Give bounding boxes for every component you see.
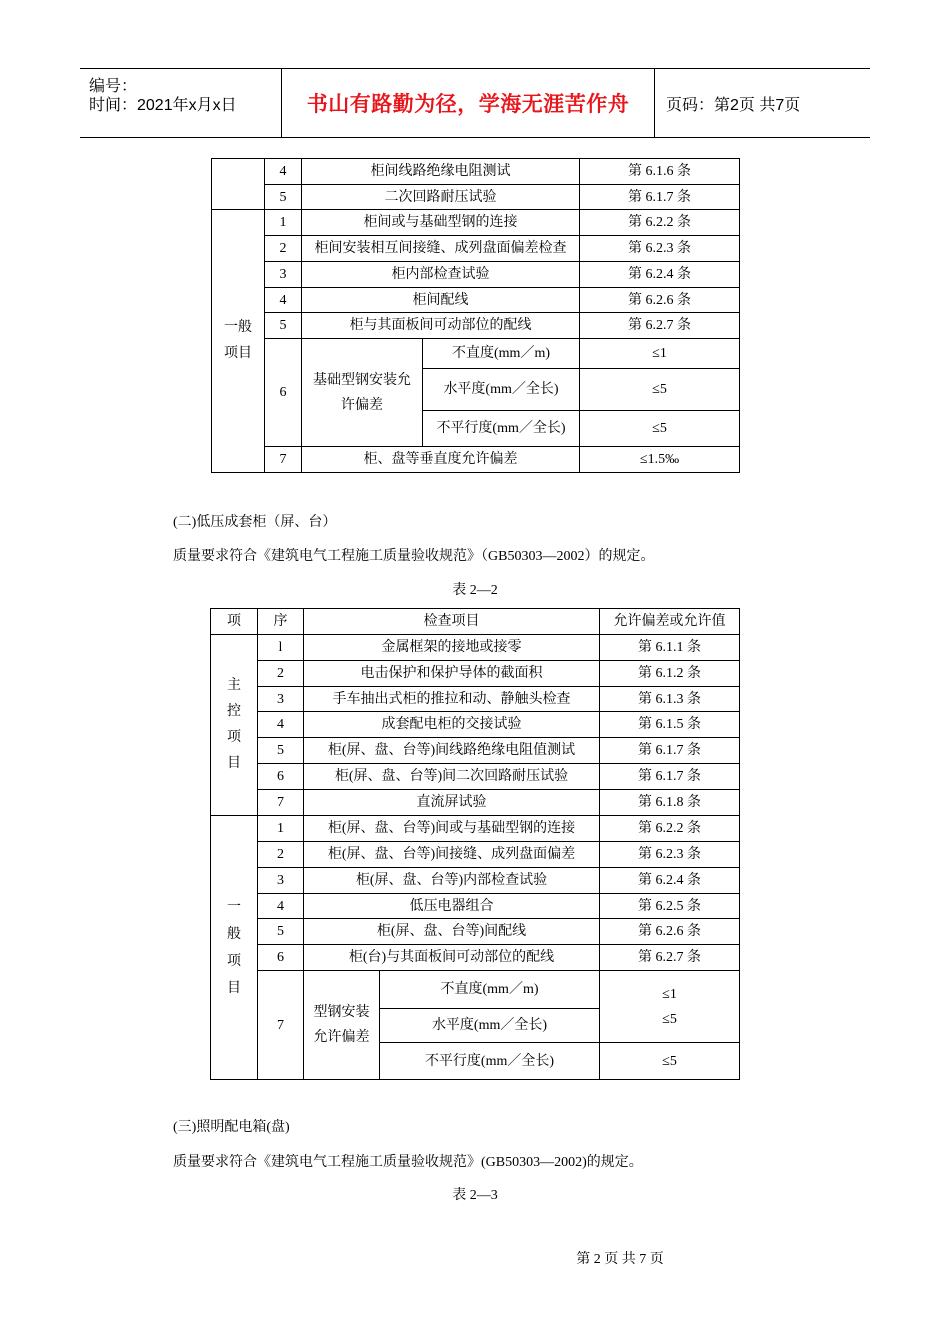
allowed-value: 第 6.1.6 条 <box>580 159 740 185</box>
allowed-value: 第 6.2.3 条 <box>580 236 740 262</box>
table-row <box>212 210 740 236</box>
table-row <box>211 738 740 764</box>
check-item: 成套配电柜的交接试验 <box>304 712 600 738</box>
allowed-value: 第 6.2.4 条 <box>600 868 740 894</box>
allowed-value: 第 6.2.3 条 <box>600 842 740 868</box>
sub-item: 不平行度(mm／全长) <box>423 411 580 447</box>
table-row <box>212 185 740 210</box>
header-meta <box>80 69 282 137</box>
table-row <box>211 816 740 842</box>
row-number: 2 <box>265 236 302 262</box>
table-row <box>211 635 740 661</box>
allowed-value: 第 6.2.6 条 <box>600 919 740 945</box>
allowed-value: 第 6.2.7 条 <box>580 313 740 339</box>
group-label: 主控项目 <box>227 678 241 771</box>
table-header-row <box>211 609 740 635</box>
table-row <box>211 868 740 894</box>
group-cell-general <box>211 816 258 1080</box>
table-row <box>212 262 740 288</box>
allowed-value-line: ≤1 <box>662 986 677 1002</box>
row-number: 7 <box>258 971 304 1080</box>
table-2-2 <box>210 608 740 1080</box>
check-item: 柜(屏、盘、台等)间接缝、成列盘面偏差 <box>304 842 600 868</box>
allowed-value: ≤5 <box>580 411 740 447</box>
table-row <box>212 339 740 369</box>
table-row <box>212 313 740 339</box>
table-row <box>211 790 740 816</box>
allowed-value: ≤1 <box>580 339 740 369</box>
check-item: 柜间安装相互间接缝、成列盘面偏差检查 <box>302 236 580 262</box>
header-motto: 书山有路勤为径，学海无涯苦作舟 <box>282 69 655 137</box>
page-header <box>80 68 870 138</box>
table-row <box>212 159 740 185</box>
allowed-value: 第 6.1.2 条 <box>600 661 740 687</box>
table-row <box>211 764 740 790</box>
table-caption: 表 2—3 <box>452 1188 498 1203</box>
check-item: 柜间或与基础型钢的连接 <box>302 210 580 236</box>
check-item <box>304 971 380 1080</box>
section-heading: (二)低压成套柜（屏、台） <box>173 515 337 530</box>
allowed-value: ≤5 <box>580 369 740 411</box>
sub-item: 不直度(mm／m) <box>380 971 600 1009</box>
check-item: 手车抽出式柜的推拉和动、静触头检查 <box>304 687 600 712</box>
sub-item: 不平行度(mm／全长) <box>380 1043 600 1080</box>
check-item: 直流屏试验 <box>304 790 600 816</box>
column-header: 允许偏差或允许值 <box>600 609 740 635</box>
allowed-value: 第 6.2.4 条 <box>580 262 740 288</box>
allowed-value: 第 6.1.1 条 <box>600 635 740 661</box>
column-header: 检查项目 <box>304 609 600 635</box>
row-number: 5 <box>258 919 304 945</box>
allowed-value: 第 6.1.8 条 <box>600 790 740 816</box>
table-row <box>211 894 740 919</box>
check-item: 柜内部检查试验 <box>302 262 580 288</box>
group-label: 一般项目 <box>224 320 252 361</box>
row-number: 5 <box>258 738 304 764</box>
table-row <box>212 288 740 313</box>
section-heading: (三)照明配电箱(盘) <box>173 1120 290 1135</box>
check-item: 低压电器组合 <box>304 894 600 919</box>
check-item: 柜、盘等垂直度允许偏差 <box>302 447 580 473</box>
table-caption: 表 2—2 <box>452 583 498 598</box>
table-row <box>211 842 740 868</box>
check-item: 柜(屏、盘、台等)内部检查试验 <box>304 868 600 894</box>
allowed-value: 第 6.2.5 条 <box>600 894 740 919</box>
allowed-value: ≤1.5‰ <box>580 447 740 473</box>
table-row <box>211 661 740 687</box>
requirement-text: 质量要求符合《建筑电气工程施工质量验收规范》（GB50303—2002）的规定。 <box>173 549 655 564</box>
sub-item: 不直度(mm／m) <box>423 339 580 369</box>
column-header: 项 <box>211 609 258 635</box>
check-item: 二次回路耐压试验 <box>302 185 580 210</box>
column-header: 序 <box>258 609 304 635</box>
row-number: 1 <box>265 210 302 236</box>
table-row <box>211 687 740 712</box>
group-cell-main <box>212 159 265 210</box>
requirement-text: 质量要求符合《建筑电气工程施工质量验收规范》(GB50303—2002)的规定。 <box>173 1155 643 1170</box>
row-number: 3 <box>258 868 304 894</box>
row-number: 2 <box>258 661 304 687</box>
row-number: 6 <box>258 945 304 971</box>
check-item: 柜与其面板间可动部位的配线 <box>302 313 580 339</box>
allowed-value: 第 6.1.7 条 <box>600 738 740 764</box>
row-number: 3 <box>265 262 302 288</box>
check-item: 柜(台)与其面板间可动部位的配线 <box>304 945 600 971</box>
row-number: 3 <box>258 687 304 712</box>
allowed-value <box>600 971 740 1043</box>
code-label: 编号： <box>89 78 138 95</box>
allowed-value: 第 6.1.5 条 <box>600 712 740 738</box>
row-number: 5 <box>265 185 302 210</box>
check-item: 柜(屏、盘、台等)间或与基础型钢的连接 <box>304 816 600 842</box>
row-number: 7 <box>265 447 302 473</box>
table-row <box>212 236 740 262</box>
row-number: 2 <box>258 842 304 868</box>
row-number: 1 <box>258 816 304 842</box>
check-item: 柜(屏、盘、台等)间二次回路耐压试验 <box>304 764 600 790</box>
allowed-value: 第 6.2.2 条 <box>580 210 740 236</box>
row-number: 4 <box>265 159 302 185</box>
check-item: 柜间线路绝缘电阻测试 <box>302 159 580 185</box>
check-item <box>302 339 423 447</box>
table-row <box>212 447 740 473</box>
time-label: 时间：2021年x月x日 <box>89 97 237 114</box>
row-number: 4 <box>265 288 302 313</box>
allowed-value-line: ≤5 <box>662 1011 677 1027</box>
check-item: 柜(屏、盘、台等)间配线 <box>304 919 600 945</box>
table-row <box>211 945 740 971</box>
row-number: 4 <box>258 712 304 738</box>
row-number: l <box>258 635 304 661</box>
table-2-1-continued <box>211 158 740 473</box>
row-number: 6 <box>258 764 304 790</box>
allowed-value: 第 6.2.7 条 <box>600 945 740 971</box>
deviation-item-label: 基础型钢安装允许偏差 <box>313 372 411 413</box>
allowed-value: 第 6.2.2 条 <box>600 816 740 842</box>
allowed-value: 第 6.1.7 条 <box>580 185 740 210</box>
row-number: 5 <box>265 313 302 339</box>
check-item: 电击保护和保护导体的截面积 <box>304 661 600 687</box>
allowed-value: 第 6.2.6 条 <box>580 288 740 313</box>
page-footer: 第 2 页 共 7 页 <box>576 1252 664 1267</box>
header-page-label: 页码：第2页 共7页 <box>666 96 801 114</box>
group-cell-main <box>211 635 258 816</box>
sub-item: 水平度(mm／全长) <box>423 369 580 411</box>
table-row <box>211 971 740 1009</box>
row-number: 4 <box>258 894 304 919</box>
deviation-item-label: 型钢安装允许偏差 <box>313 1005 370 1045</box>
group-label: 一般项目 <box>227 899 241 996</box>
check-item: 柜(屏、盘、台等)间线路绝缘电阻值测试 <box>304 738 600 764</box>
check-item: 金属框架的接地或接零 <box>304 635 600 661</box>
row-number: 6 <box>265 339 302 447</box>
check-item: 柜间配线 <box>302 288 580 313</box>
row-number: 7 <box>258 790 304 816</box>
sub-item: 水平度(mm／全长) <box>380 1009 600 1043</box>
table-row <box>211 919 740 945</box>
table-row <box>211 712 740 738</box>
allowed-value: 第 6.1.3 条 <box>600 687 740 712</box>
allowed-value: 第 6.1.7 条 <box>600 764 740 790</box>
group-cell-general <box>212 210 265 473</box>
allowed-value: ≤5 <box>600 1043 740 1080</box>
